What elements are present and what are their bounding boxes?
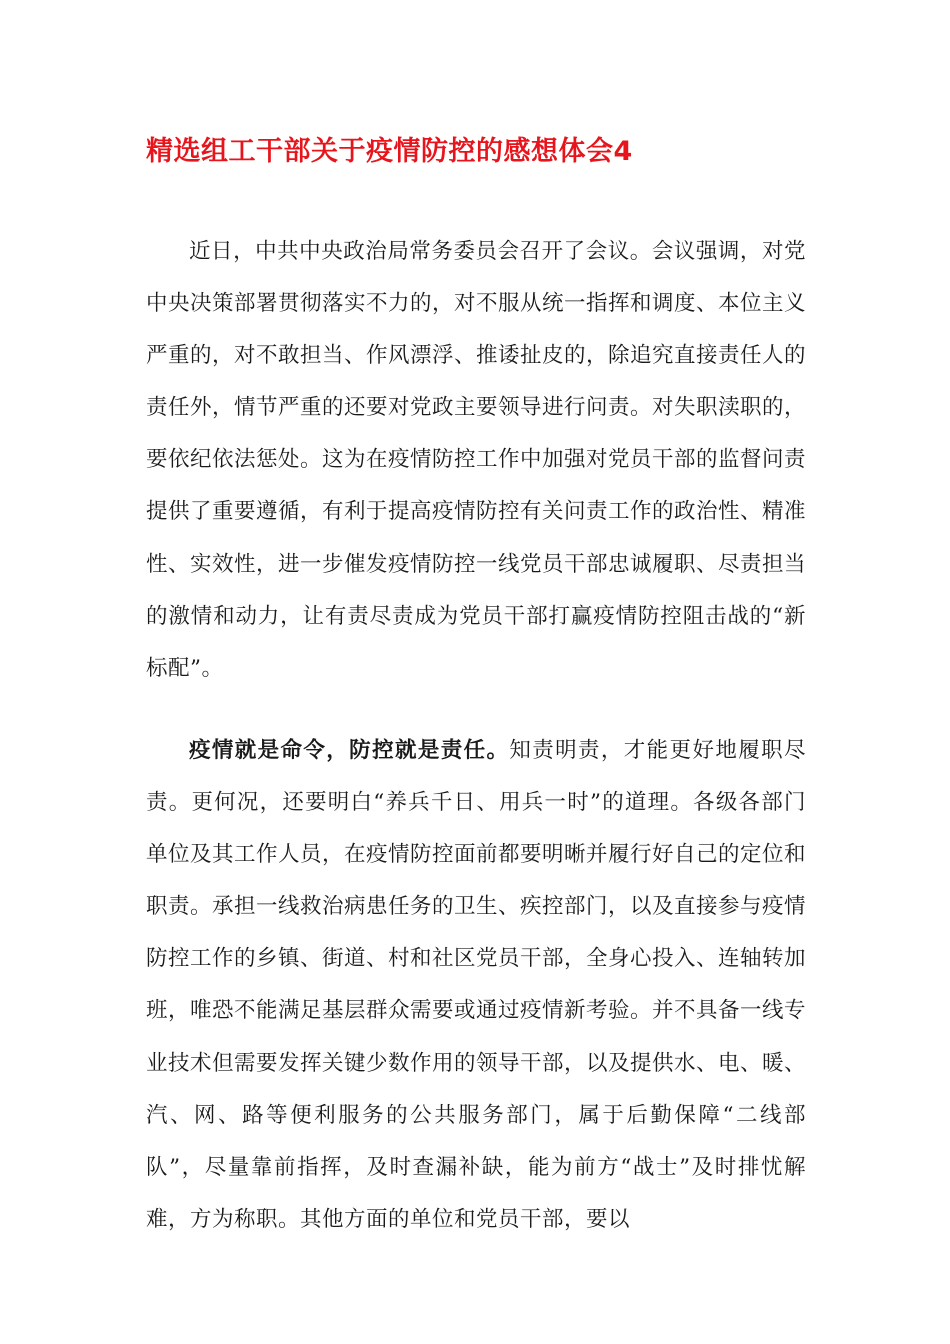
paragraph-lead-sentence: 疫情就是命令，防控就是责任。 [189, 738, 510, 763]
document-title: 精选组工干部关于疫情防控的感想体会4 [146, 136, 633, 167]
body-paragraph-2 [146, 725, 806, 1246]
paragraph-text: 近日，中共中央政治局常务委员会召开了会议。会议强调，对党中央决策部署贯彻落实不力的，对不服从统一指挥和调度、本位主义严重的，对不敢担当、作风漂浮、推诿扯皮的，除追究直接责任人的责任外，情节严重的还要对党政主要领导进行问责。对失职渎职的，要依纪依法惩处。这为在疫情防控工作中加强对党员干部的监督问责提供了重要遵循，有利于提高疫情防控有关问责工作的政治性、精准性、实效性，进一步催发疫情防控一线党员干部忠诚履职、尽责担当的激情和动力，让有责尽责成为党员干部打赢疫情防控阻击战的“新标配”。 [146, 239, 807, 681]
paragraph-text: 知责明责，才能更好地履职尽责。更何况，还要明白“养兵千日、用兵一时”的道理。各级各部门单位及其工作人员，在疫情防控面前都要明晰并履行好自己的定位和职责。承担一线救治病患任务的卫生、疾控部门，以及直接参与疫情防控工作的乡镇、街道、村和社区党员干部，全身心投入、连轴转加班，唯恐不能满足基层群众需要或通过疫情新考验。并不具备一线专业技术但需要发挥关键少数作用的领导干部，以及提供水、电、暖、汽、网、路等便利服务的公共服务部门，属于后勤保障“二线部队”，尽量靠前指挥，及时查漏补缺，能为前方“战士”及时排忧解难，方为称职。其他方面的单位和党员干部，要以 [146, 738, 807, 1232]
body-paragraph-1 [146, 226, 806, 695]
